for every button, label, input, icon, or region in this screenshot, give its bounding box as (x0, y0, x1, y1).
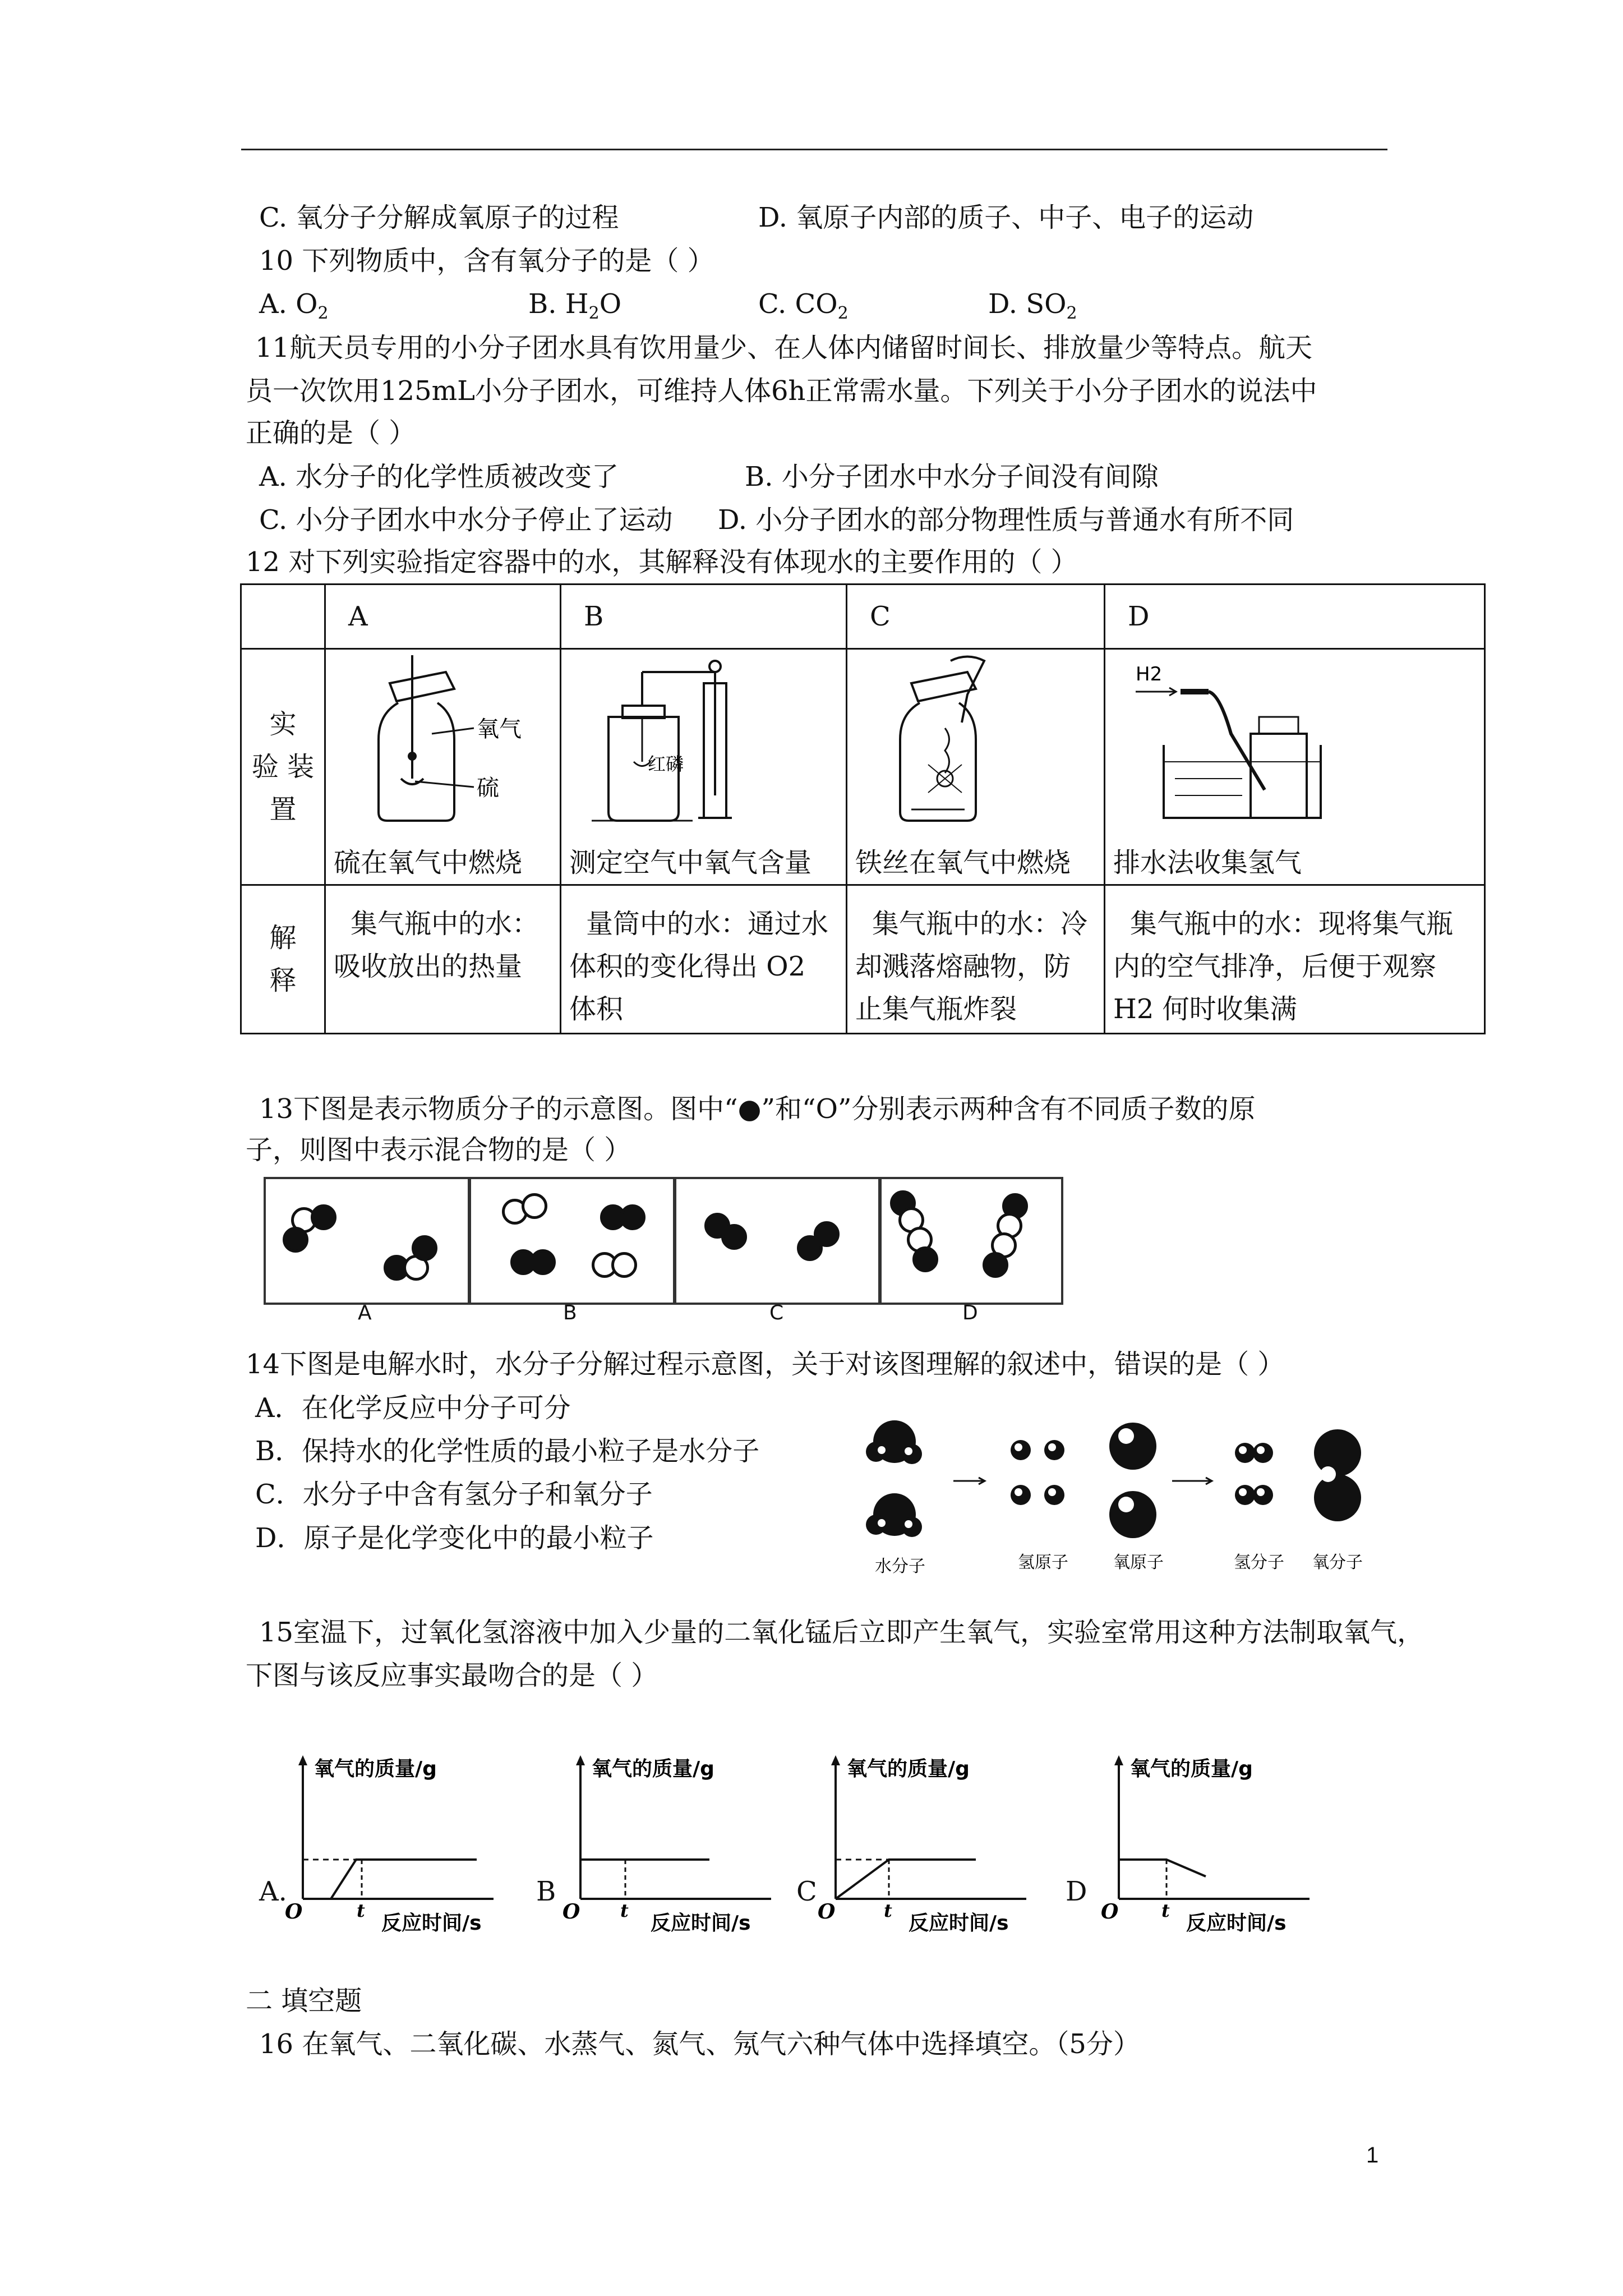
svg-text:反应时间/s: 反应时间/s (651, 1912, 751, 1932)
svg-text:t: t (884, 1900, 892, 1921)
label-water-molecule: 水分子 (875, 1557, 925, 1576)
molecule-box-a (264, 1177, 470, 1305)
graph-a (275, 1747, 499, 1932)
explain-cell-a: 集气瓶中的水： 吸收放出的热量 (325, 885, 561, 1034)
table-header-c: C (847, 585, 1105, 649)
label-oxygen-atom: 氧原子 (1113, 1553, 1164, 1572)
q11-line-1: 11航天员专用的小分子团水具有饮用量少、在人体内储留时间长、排放量少等特点。航天 (255, 332, 1313, 364)
svg-text:O: O (1101, 1900, 1119, 1924)
q11-line-3: 正确的是（ ） (246, 417, 416, 449)
oxygen-content-apparatus (569, 650, 833, 829)
explain-row-label: 解 释 (241, 885, 325, 1034)
q9-option-c: C. 氧分子分解成氧原子的过程 (259, 202, 619, 233)
graph-c (808, 1747, 1032, 1932)
page-number: 1 (1366, 2143, 1379, 2168)
q9-option-d: D. 氧原子内部的质子、中子、电子的运动 (758, 202, 1254, 233)
device-row-label: 实 验 装 置 (241, 649, 325, 885)
q11-line-2: 员一次饮用125mL小分子团水，可维持人体6h正常需水量。下列关于小分子团水的说法中 (246, 375, 1317, 407)
label-oxygen: 氧气 (477, 716, 522, 742)
section-2-title: 二 填空题 (246, 1985, 362, 2017)
label-hydrogen-molecule: 氢分子 (1234, 1553, 1284, 1572)
svg-text:反应时间/s: 反应时间/s (381, 1912, 482, 1932)
molecule-label-a: A (358, 1301, 372, 1324)
q15-line-2: 下图与该反应事实最吻合的是（ ） (246, 1660, 658, 1691)
q14-option-b: B．保持水的化学性质的最小粒子是水分子 (255, 1435, 760, 1467)
graph-option-b: B (536, 1876, 556, 1907)
molecule-label-b: B (563, 1301, 577, 1324)
sulfur-burning-apparatus (334, 650, 547, 829)
molecule-box-b (469, 1177, 675, 1305)
table-corner (241, 585, 325, 649)
q11-option-a: A. 水分子的化学性质被改变了 (259, 461, 619, 493)
q10-option-a: A. $O_2$ (259, 288, 329, 323)
q14-option-c: C．水分子中含有氢分子和氧分子 (255, 1479, 653, 1510)
electrolysis-diagram (864, 1397, 1424, 1588)
svg-text:氧气的质量/g: 氧气的质量/g (847, 1757, 970, 1780)
graph-option-d: D (1066, 1876, 1087, 1907)
q15-line-1: 15室温下，过氧化氢溶液中加入少量的二氧化锰后立即产生氧气，实验室常用这种方法制取氧气， (259, 1617, 1424, 1648)
device-cell-c (847, 649, 1105, 885)
q14-option-a: A．在化学反应中分子可分 (255, 1392, 571, 1424)
q14-stem: 14下图是电解水时，水分子分解过程示意图，关于对该图理解的叙述中，错误的是（ ） (246, 1349, 1285, 1380)
device-caption-c: 铁丝在氧气中燃烧 (855, 847, 1071, 878)
device-caption-d: 排水法收集氢气 (1113, 847, 1302, 878)
device-cell-b (561, 649, 847, 885)
q13-line-1: 13下图是表示物质分子的示意图。图中“●”和“O”分别表示两种含有不同质子数的原 (259, 1093, 1256, 1125)
label-hydrogen-atom: 氢原子 (1018, 1553, 1068, 1572)
graph-b (552, 1747, 777, 1932)
table-header-a: A (325, 585, 561, 649)
q11-option-d: D. 小分子团水的部分物理性质与普通水有所不同 (718, 504, 1294, 536)
svg-text:O: O (562, 1900, 580, 1924)
molecule-label-d: D (962, 1301, 978, 1324)
svg-text:反应时间/s: 反应时间/s (909, 1912, 1009, 1932)
explain-cell-d: 集气瓶中的水：现将集气瓶 内的空气排净，后便于观察 H2 何时收集满 (1105, 885, 1485, 1034)
table-header-b: B (561, 585, 847, 649)
graph-option-c: C (796, 1876, 817, 1907)
q16-stem: 16 在氧气、二氧化碳、水蒸气、氮气、氖气六种气体中选择填空。（5分） (259, 2028, 1140, 2060)
iron-burning-apparatus (855, 650, 1091, 829)
svg-text:氧气的质量/g: 氧气的质量/g (592, 1757, 714, 1780)
label-red-phosphorus: 红磷 (648, 753, 684, 775)
q11-option-b: B. 小分子团水中水分子间没有间隙 (745, 461, 1159, 493)
svg-text:O: O (285, 1900, 303, 1924)
label-sulfur: 硫 (477, 775, 499, 801)
q10-option-b: B. $H_2O$ (528, 288, 622, 323)
graph-option-a: A. (259, 1876, 287, 1907)
svg-text:氧气的质量/g: 氧气的质量/g (314, 1757, 437, 1780)
q12-stem: 12 对下列实验指定容器中的水，其解释没有体现水的主要作用的（ ） (246, 546, 1078, 578)
explain-cell-c: 集气瓶中的水：冷 却溅落熔融物，防 止集气瓶炸裂 (847, 885, 1105, 1034)
q10-option-c: C. $CO_2$ (758, 288, 849, 323)
svg-text:氧气的质量/g: 氧气的质量/g (1130, 1757, 1253, 1780)
label-oxygen-molecule: 氧分子 (1312, 1553, 1363, 1572)
molecule-box-d (879, 1177, 1063, 1305)
label-h2: H2 (1136, 663, 1163, 685)
table-header-d: D (1105, 585, 1485, 649)
hydrogen-collection-apparatus (1113, 650, 1472, 829)
svg-text:O: O (818, 1900, 836, 1924)
graph-d (1091, 1747, 1315, 1932)
q10-stem: 10 下列物质中，含有氧分子的是（ ） (259, 245, 714, 277)
header-rule (241, 149, 1387, 150)
device-cell-d (1105, 649, 1485, 885)
molecule-label-c: C (769, 1301, 784, 1324)
device-caption-b: 测定空气中氧气含量 (569, 847, 812, 878)
svg-text:t: t (620, 1900, 629, 1921)
molecule-box-c (674, 1177, 880, 1305)
device-caption-a: 硫在氧气中燃烧 (334, 847, 523, 878)
svg-text:反应时间/s: 反应时间/s (1186, 1912, 1287, 1932)
device-cell-a (325, 649, 561, 885)
q12-experiment-table (240, 583, 1486, 1034)
q14-option-d: D．原子是化学变化中的最小粒子 (255, 1522, 654, 1554)
svg-text:t: t (357, 1900, 365, 1921)
q11-option-c: C. 小分子团水中水分子停止了运动 (259, 504, 673, 536)
q13-line-2: 子，则图中表示混合物的是（ ） (246, 1134, 631, 1166)
svg-text:t: t (1161, 1900, 1170, 1921)
explain-cell-b: 量筒中的水：通过水 体积的变化得出 O2 体积 (561, 885, 847, 1034)
q10-option-d: D. $SO_2$ (988, 288, 1077, 323)
